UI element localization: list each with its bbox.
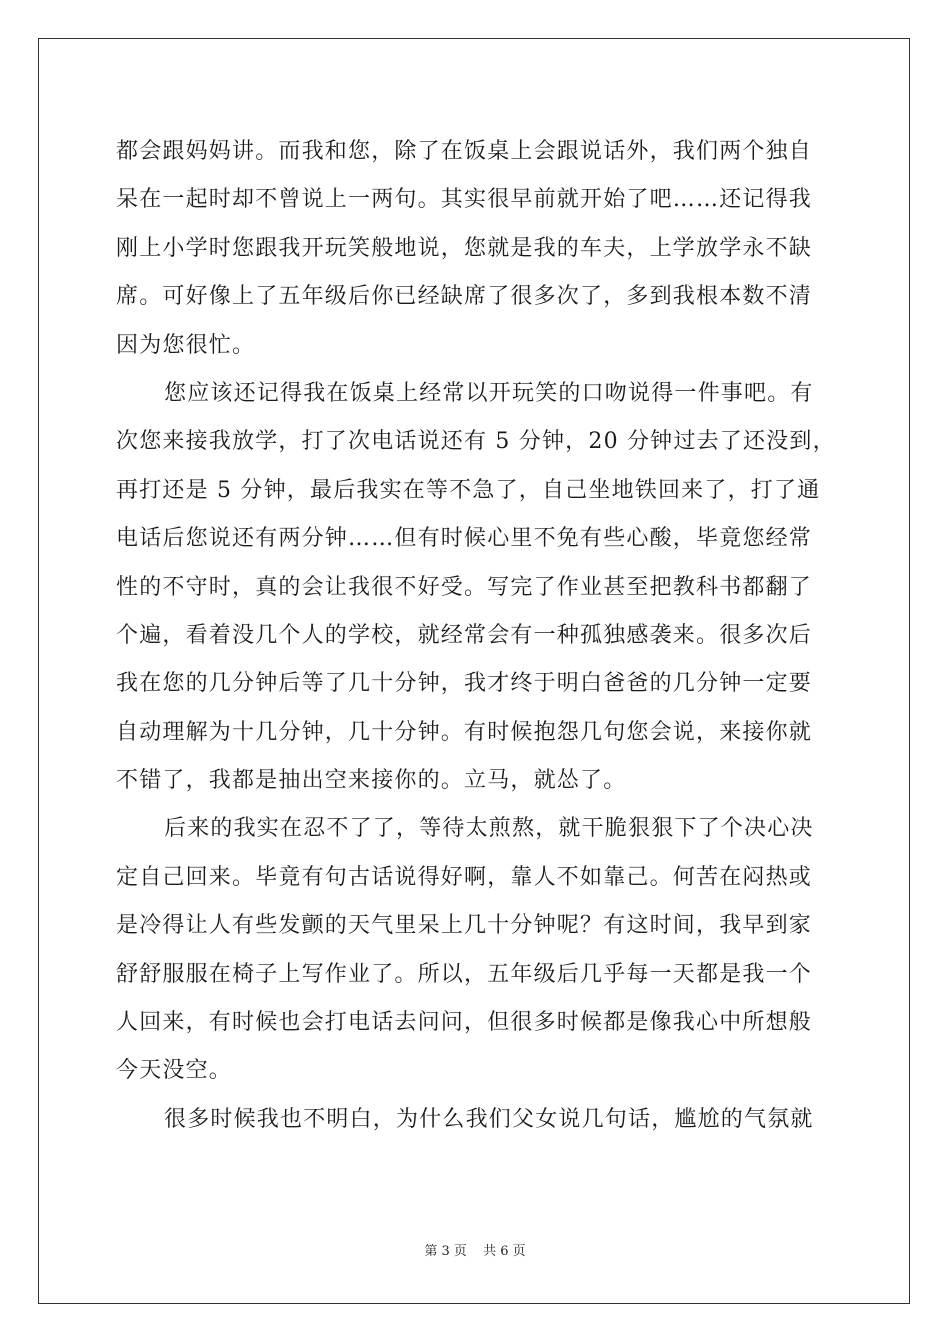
text-line: 席。可好像上了五年级后你已经缺席了很多次了，多到我根本数不清 — [116, 284, 813, 310]
text-line: 自动理解为十几分钟，几十分钟。有时候抱怨几句您会说，来接你就 — [116, 719, 813, 745]
text-line: 个遍，看着没几个人的学校，就经常会有一种孤独感袭来。很多次后 — [116, 622, 813, 648]
page-number: 第 3 页 — [424, 1244, 467, 1259]
text-line: 今天没空。 — [116, 1058, 233, 1084]
text-line: 定自己回来。毕竟有句古话说得好啊，靠人不如靠己。何苦在闷热或 — [116, 864, 813, 890]
text-line: 都会跟妈妈讲。而我和您，除了在饭桌上会跟说话外，我们两个独自 — [116, 139, 813, 164]
text-line: 再打还是 5 分钟，最后我实在等不急了，自己坐地铁回来了，打了通 — [116, 477, 821, 503]
text-line: 人回来，有时候也会打电话去问问，但很多时候都是像我心中所想般 — [116, 1010, 813, 1036]
text-line: 因为您很忙。 — [116, 332, 256, 358]
body-text — [116, 128, 836, 1144]
text-line: 呆在一起时却不曾说上一两句。其实很早前就开始了吧……还记得我 — [116, 187, 813, 213]
text-line: 很多时候我也不明白，为什么我们父女说几句话，尴尬的气氛就 — [164, 1106, 814, 1132]
text-line: 刚上小学时您跟我开玩笑般地说，您就是我的车夫，上学放学永不缺 — [116, 235, 813, 261]
page-footer — [0, 1240, 950, 1259]
text-line: 电话后您说还有两分钟……但有时候心里不免有些心酸，毕竟您经常 — [116, 526, 813, 552]
text-line: 您应该还记得我在饭桌上经常以开玩笑的口吻说得一件事吧。有 — [164, 380, 814, 406]
text-line: 不错了，我都是抽出空来接你的。立马，就怂了。 — [116, 768, 627, 794]
text-line: 是冷得让人有些发颤的天气里呆上几十分钟呢？有这时间，我早到家 — [116, 913, 813, 939]
text-line: 次您来接我放学，打了次电话说还有 5 分钟，20 分钟过去了还没到， — [116, 429, 836, 455]
text-line: 后来的我实在忍不了了，等待太煎熬，就干脆狠狠下了个决心决 — [164, 816, 814, 842]
text-line: 性的不守时，真的会让我很不好受。写完了作业甚至把教科书都翻了 — [116, 574, 813, 600]
text-line: 我在您的几分钟后等了几十分钟，我才终于明白爸爸的几分钟一定要 — [116, 671, 813, 697]
text-line: 舒舒服服在椅子上写作业了。所以，五年级后几乎每一天都是我一个 — [116, 961, 813, 987]
page-total: 共 6 页 — [483, 1244, 526, 1259]
